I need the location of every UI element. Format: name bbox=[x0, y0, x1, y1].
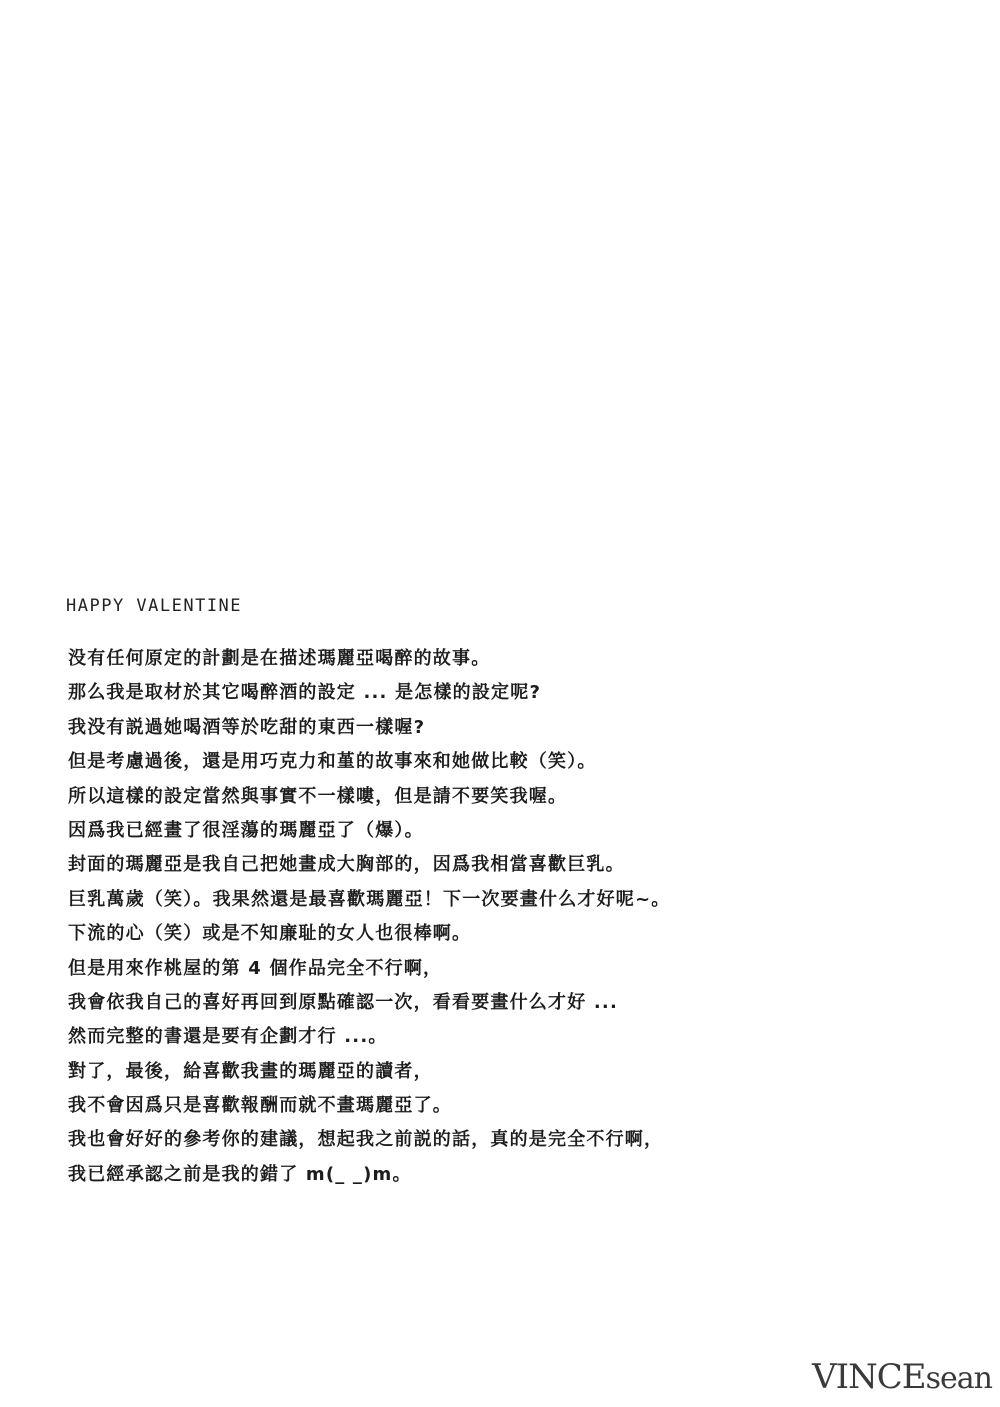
afterword-line: 但是考慮過後，還是用巧克力和堇的故事來和她做比較（笑）。 bbox=[68, 751, 597, 773]
afterword-line: 巨乳萬歲（笑）。我果然還是最喜歡瑪麗亞！下一次要畫什么才好呢~。 bbox=[68, 888, 671, 910]
watermark-upper: VINCE bbox=[812, 1357, 926, 1397]
afterword-line: 封面的瑪麗亞是我自己把她畫成大胸部的，因爲我相當喜歡巨乳。 bbox=[68, 854, 625, 876]
afterword-line: 那么我是取材於其它喝醉酒的設定 ... 是怎樣的設定呢? bbox=[68, 682, 542, 704]
afterword-line: 我不會因爲只是喜歡報酬而就不畫瑪麗亞了。 bbox=[68, 1095, 452, 1117]
afterword-line: 我没有説過她喝酒等於吃甜的東西一樣喔? bbox=[68, 716, 426, 738]
afterword-line: 然而完整的書還是要有企劃才行 ...。 bbox=[68, 1026, 388, 1048]
scanlator-watermark bbox=[812, 1357, 992, 1397]
afterword-line: 我也會好好的參考你的建議，想起我之前説的話，真的是完全不行啊， bbox=[68, 1129, 664, 1151]
afterword-line: 下流的心（笑）或是不知廉耻的女人也很棒啊。 bbox=[68, 923, 472, 945]
afterword-title: HAPPY VALENTINE bbox=[66, 596, 243, 616]
afterword-line: 對了，最後，給喜歡我畫的瑪麗亞的讀者， bbox=[68, 1060, 433, 1082]
afterword-line: 但是用來作桃屋的第 4 個作品完全不行啊， bbox=[68, 957, 443, 979]
afterword-line: 所以這樣的設定當然與事實不一樣嘍，但是請不要笑我喔。 bbox=[68, 785, 568, 807]
afterword-line: 因爲我已經畫了很淫蕩的瑪麗亞了（爆）。 bbox=[68, 819, 424, 841]
afterword-line: 没有任何原定的計劃是在描述瑪麗亞喝醉的故事。 bbox=[68, 648, 491, 669]
watermark-lower: sean bbox=[925, 1361, 992, 1396]
afterword-line: 我已經承認之前是我的錯了 m(_ _)m。 bbox=[68, 1163, 412, 1185]
afterword-body bbox=[68, 642, 788, 1192]
afterword-line: 我會依我自己的喜好再回到原點確認一次，看看要畫什么才好 ... bbox=[68, 991, 618, 1013]
